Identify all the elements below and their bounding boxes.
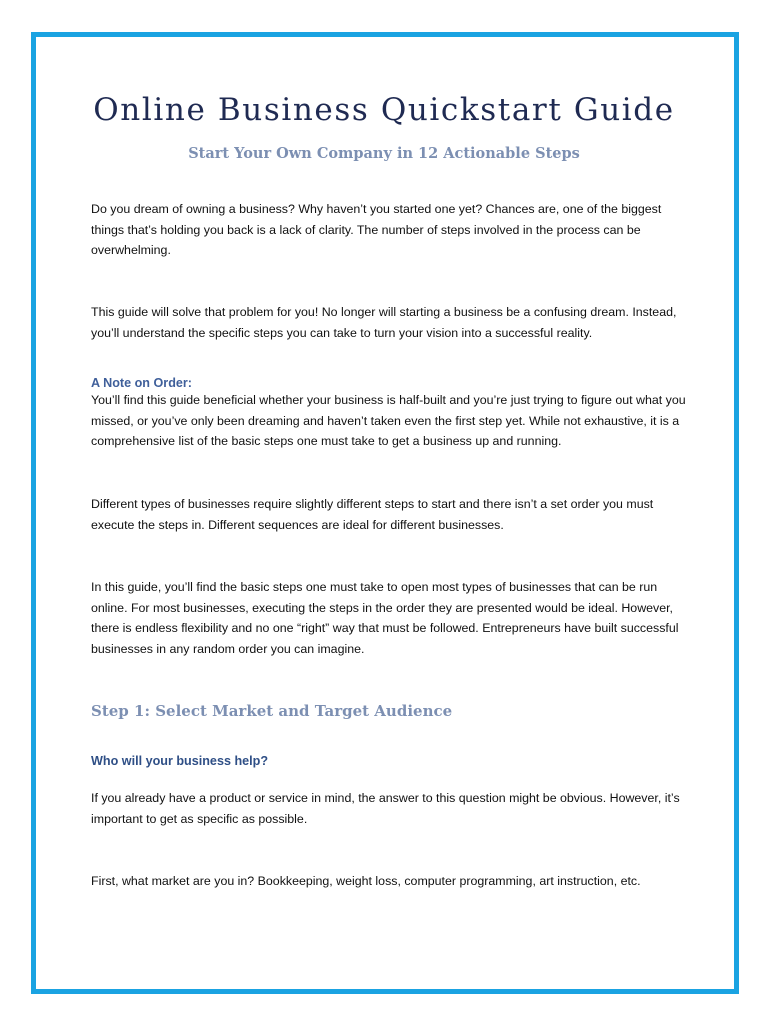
- intro-paragraph-1: Do you dream of owning a business? Why haven’t you started one yet? Chances are, one of the biggest things that’s holding you back is a lack of clarity. The number of steps involved in the process can be overwhelming.: [91, 202, 662, 257]
- step1-question: Who will your business help?: [91, 754, 269, 768]
- intro-paragraph-2: This guide will solve that problem for you! No longer will starting a business be a confusing dream. Instead, you’ll understand the specific steps you can take to turn your vision into a successful reality.: [91, 305, 677, 340]
- note-paragraph-2: Different types of businesses require slightly different steps to start and there isn’t a set order you must execute the steps in. Different sequences are ideal for different businesses.: [91, 497, 654, 532]
- document-subtitle: Start Your Own Company in 12 Actionable Steps: [188, 145, 580, 162]
- step1-paragraph-2: First, what market are you in? Bookkeeping, weight loss, computer programming, art instruction, etc.: [91, 874, 641, 888]
- document-title: Online Business Quickstart Guide: [93, 92, 675, 128]
- step1-paragraph-1: If you already have a product or service in mind, the answer to this question might be obvious. However, it’s important to get as specific as possible.: [91, 791, 680, 826]
- note-paragraph-1: You’ll find this guide beneficial whether your business is half-built and you’re just trying to figure out what you missed, or you’ve only been dreaming and haven’t taken even the first step yet. While not exhaustive, it is a comprehensive list of the basic steps one must take to get a business up and running.: [91, 393, 686, 448]
- step1-heading: Step 1: Select Market and Target Audience: [91, 702, 453, 720]
- note-paragraph-3: In this guide, you’ll find the basic steps one must take to open most types of businesses that can be run online. For most businesses, executing the steps in the order they are presented would be ideal. However, there is endless flexibility and no one “right” way that must be followed. Entrepreneurs have built successful businesses in any random order you can imagine.: [91, 580, 679, 656]
- note-heading: A Note on Order:: [91, 376, 192, 390]
